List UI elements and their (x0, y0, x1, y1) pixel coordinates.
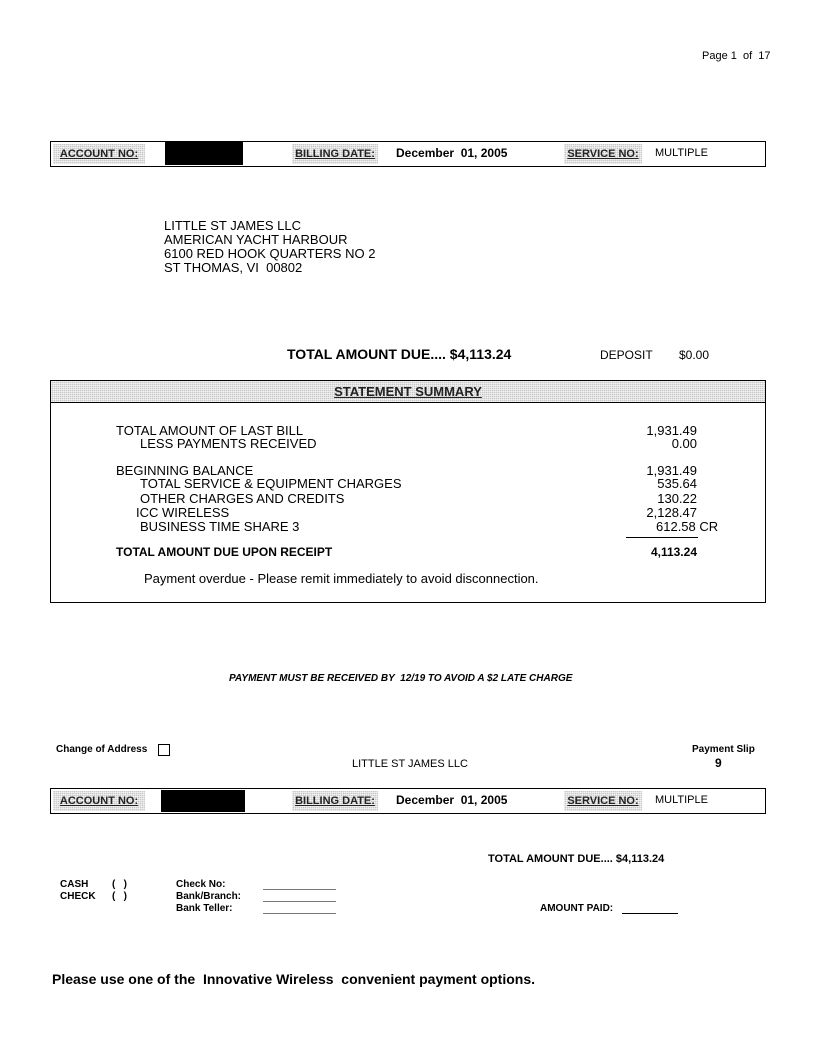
late-charge-notice: PAYMENT MUST BE RECEIVED BY 12/19 TO AVOID A $2 LATE CHARGE (229, 673, 573, 684)
bank-branch-label: Bank/Branch: (176, 891, 242, 902)
address-line: 6100 RED HOOK QUARTERS NO 2 (164, 246, 376, 261)
sum-underline (626, 537, 698, 538)
summary-row-label: LESS PAYMENTS RECEIVED (140, 436, 317, 451)
summary-row-value: 535.64 (657, 476, 697, 491)
account-no-label: ACCOUNT NO: (53, 791, 145, 811)
check-option[interactable]: ( ) (112, 891, 127, 902)
summary-row-label: ICC WIRELESS (136, 505, 230, 520)
payment-options-footer: Please use one of the Innovative Wireless convenient payment options. (52, 971, 535, 987)
bank-branch-field[interactable] (263, 901, 336, 902)
check-label: CHECK (60, 891, 96, 902)
slip-total-amount-due: TOTAL AMOUNT DUE.... $4,113.24 (488, 853, 665, 865)
cash-label: CASH (60, 879, 89, 890)
page-number: Page 1 of 17 (702, 50, 771, 62)
account-no-label: ACCOUNT NO: (53, 144, 145, 164)
bank-teller-label: Bank Teller: (176, 903, 233, 914)
summary-row-value: 130.22 (657, 491, 697, 506)
summary-row-label: BUSINESS TIME SHARE 3 (140, 519, 300, 534)
summary-row-value: 1,931.49 (646, 463, 697, 478)
billing-date-value: December 01, 2005 (396, 793, 508, 807)
service-no-value: MULTIPLE (655, 794, 708, 806)
deposit-value: $0.00 (679, 348, 710, 362)
bank-teller-field[interactable] (263, 913, 336, 914)
check-no-label: Check No: (176, 879, 226, 890)
amount-paid-label: AMOUNT PAID: (540, 903, 614, 914)
total-amount-due: TOTAL AMOUNT DUE.... $4,113.24 (287, 346, 512, 362)
account-no-redacted (161, 790, 245, 812)
summary-row-value: 2,128.47 (646, 505, 697, 520)
summary-row-label: TOTAL SERVICE & EQUIPMENT CHARGES (140, 476, 402, 491)
summary-total-label: TOTAL AMOUNT DUE UPON RECEIPT (116, 545, 333, 559)
change-of-address-checkbox[interactable] (158, 744, 170, 756)
statement-summary-title: STATEMENT SUMMARY (51, 381, 765, 403)
slip-account-bar (50, 788, 766, 814)
change-of-address-label: Change of Address (56, 744, 148, 755)
service-no-label: SERVICE NO: (564, 144, 642, 164)
account-no-redacted (165, 142, 243, 165)
summary-row-label: TOTAL AMOUNT OF LAST BILL (116, 423, 304, 438)
billing-date-value: December 01, 2005 (396, 146, 508, 160)
summary-total-value: 4,113.24 (650, 545, 697, 559)
address-line: AMERICAN YACHT HARBOUR (164, 232, 348, 247)
summary-row-label: BEGINNING BALANCE (116, 463, 254, 478)
cash-option[interactable]: ( ) (112, 879, 127, 890)
summary-row-value: 1,931.49 (646, 423, 697, 438)
deposit-label: DEPOSIT (600, 348, 653, 362)
address-line: ST THOMAS, VI 00802 (164, 260, 303, 275)
summary-row-label: OTHER CHARGES AND CREDITS (140, 491, 345, 506)
check-no-field[interactable] (263, 889, 336, 890)
billing-date-label: BILLING DATE: (292, 144, 378, 164)
service-no-label: SERVICE NO: (564, 791, 642, 811)
overdue-notice: Payment overdue - Please remit immediately to avoid disconnection. (144, 571, 539, 586)
summary-row-value: 0.00 (671, 436, 697, 451)
statement-summary-box (50, 380, 766, 603)
billing-date-label: BILLING DATE: (292, 791, 378, 811)
payment-slip-number: 9 (715, 756, 722, 770)
payment-slip-label: Payment Slip (692, 744, 755, 755)
account-header-bar (50, 141, 766, 167)
service-no-value: MULTIPLE (655, 147, 708, 159)
summary-row-value: 612.58 CR (656, 519, 719, 534)
address-line: LITTLE ST JAMES LLC (164, 218, 302, 233)
slip-customer-name: LITTLE ST JAMES LLC (352, 758, 468, 770)
amount-paid-field[interactable] (622, 913, 678, 914)
